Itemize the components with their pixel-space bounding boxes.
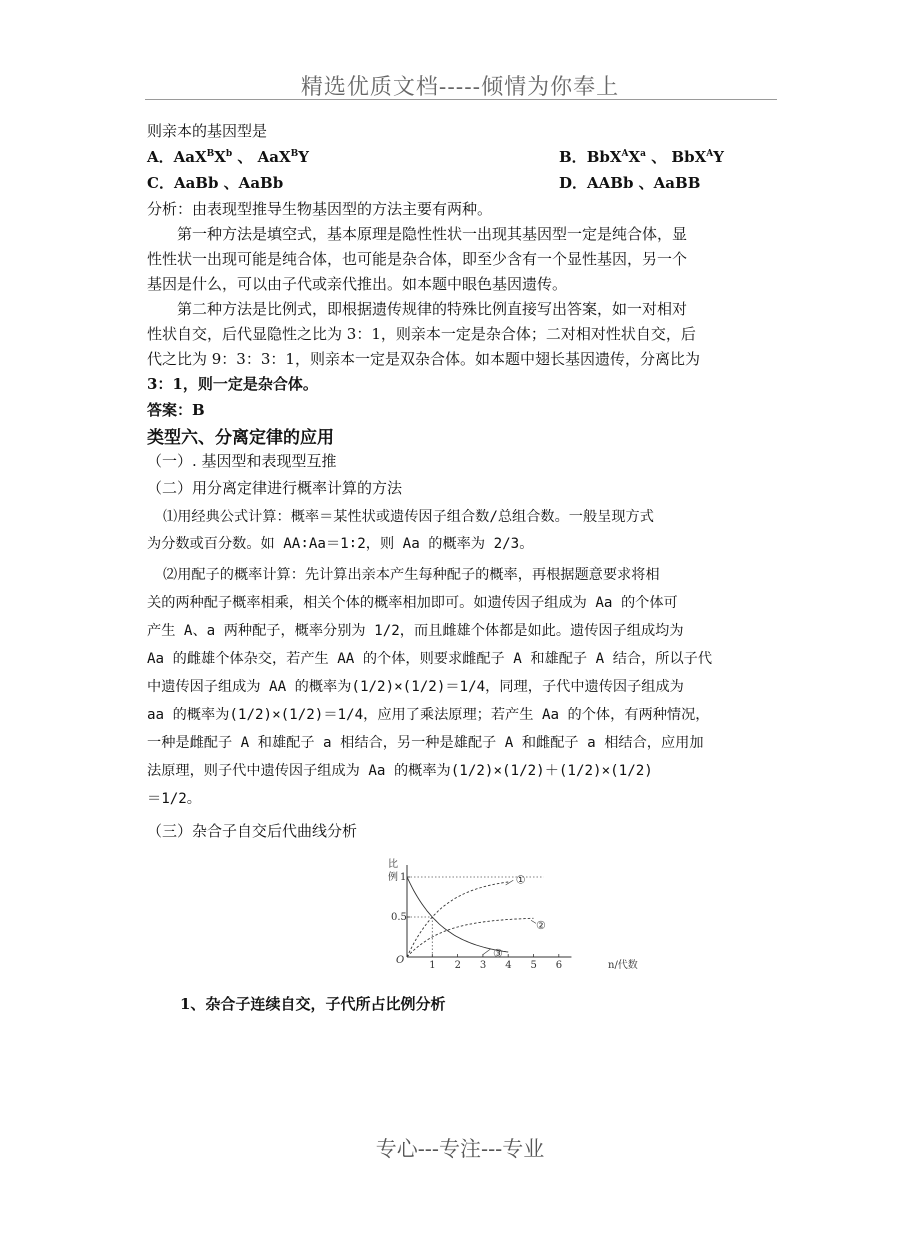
- answer: 答案：B: [147, 401, 205, 419]
- x-tick-label: 3: [479, 960, 487, 971]
- method-gamete-line: aa 的概率为(1/2)×(1/2)＝1/4，应用了乘法原理；若产生 Aa 的个体，有两种情况，: [147, 707, 710, 723]
- method-gamete-line: Aa 的雌雄个体杂交，若产生 AA 的个体，则要求雌配子 A 和雄配子 A 结合，所以子代: [147, 651, 713, 667]
- method-gamete-line: ＝1/2。: [147, 791, 201, 807]
- analysis-method1-line: 基因是什么，可以由子代或亲代推出。如本题中眼色基因遗传。: [147, 275, 568, 293]
- method-gamete-line: 关的两种配子概率相乘，相关个体的概率相加即可。如遗传因子组成为 Aa 的个体可: [147, 595, 678, 611]
- page-header: 精选优质文档-----倾情为你奉上: [300, 75, 620, 100]
- analysis-method2-line: 3：1，则一定是杂合体。: [147, 375, 318, 393]
- y-axis-label: 比: [388, 859, 398, 870]
- x-tick-label: 6: [555, 960, 563, 971]
- heterozygote-selfing-chart: [382, 850, 638, 975]
- x-tick-label: 4: [505, 960, 512, 971]
- x-tick-label: 5: [530, 960, 537, 971]
- x-tick-label: 2: [454, 960, 461, 971]
- y-axis-label: 例: [388, 872, 398, 883]
- analysis-method1-line: 性性状一出现可能是纯合体，也可能是杂合体，即至少含有一个显性基因，另一个: [147, 250, 688, 268]
- analysis-method2-line: 性状自交，后代显隐性之比为 3：1，则亲本一定是杂合体；二对相对性状自交，后: [147, 325, 696, 343]
- method-formula-line: ⑴用经典公式计算：概率＝某性状或遗传因子组合数/总组合数。一般呈现方式: [163, 509, 654, 525]
- origin-label: O: [396, 955, 405, 966]
- analysis-intro: 分析：由表现型推导生物基因型的方法主要有两种。: [147, 200, 493, 218]
- subsection-3: （三）杂合子自交后代曲线分析: [147, 822, 358, 840]
- method-gamete-line: 一种是雌配子 A 和雄配子 a 相结合，另一种是雄配子 A 和雌配子 a 相结合，应用加: [147, 735, 704, 751]
- analysis-method2-line: 代之比为 9：3：3：1，则亲本一定是双杂合体。如本题中翅长基因遗传，分离比为: [147, 350, 700, 368]
- option-row-ab: [147, 146, 724, 167]
- series-leader: [483, 949, 491, 955]
- page-footer: 专心---专注---专业: [375, 1137, 545, 1161]
- option-a: A．$AaX^BX^b$ 、 AaX$^B$Y: [147, 148, 309, 166]
- method-formula-line: 为分数或百分数。如 AA∶Aa＝1∶2，则 Aa 的概率为 2/3。: [147, 536, 534, 552]
- series-label-3: ③: [493, 947, 503, 960]
- option-b: B．$BbX^AX^a$ 、 BbX$^A$Y: [559, 148, 724, 166]
- series-label-1: ①: [515, 873, 526, 887]
- method-gamete-line: 产生 A、a 两种配子，概率分别为 1/2，而且雌雄个体都是如此。遗传因子组成均为: [147, 623, 684, 639]
- question-prompt: 则亲本的基因型是: [147, 122, 268, 140]
- item-1: 1、杂合子连续自交，子代所占比例分析: [180, 995, 446, 1013]
- y-tick-label: 1: [400, 872, 407, 883]
- analysis-method1-line: 第一种方法是填空式，基本原理是隐性性状一出现其基因型一定是纯合体，显: [177, 225, 688, 243]
- x-axis-label: n/代数: [608, 960, 638, 971]
- section-title: 类型六、分离定律的应用: [147, 428, 334, 448]
- option-d: D．AABb 、AaBB: [559, 174, 701, 192]
- method-gamete-line: ⑵用配子的概率计算：先计算出亲本产生每种配子的概率，再根据题意要求将相: [163, 567, 660, 583]
- y-tick-label: 0.5: [391, 912, 407, 923]
- subsection-1: （一）. 基因型和表现型互推: [147, 452, 337, 470]
- option-c: C．AaBb 、AaBb: [147, 174, 284, 192]
- header-rule: [145, 99, 777, 100]
- series-line-3: [407, 877, 508, 952]
- subsection-2: （二）用分离定律进行概率计算的方法: [147, 479, 403, 497]
- series-label-2: ②: [536, 919, 546, 932]
- method-gamete-line: 中遗传因子组成为 AA 的概率为(1/2)×(1/2)＝1/4，同理，子代中遗传因子组成为: [147, 679, 684, 695]
- x-tick-label: 1: [429, 960, 436, 971]
- method-gamete-line: 法原理，则子代中遗传因子组成为 Aa 的概率为(1/2)×(1/2)＋(1/2)×(1/2): [147, 763, 653, 779]
- analysis-method2-line: 第二种方法是比例式，即根据遗传规律的特殊比例直接写出答案，如一对相对: [177, 300, 688, 318]
- option-row-cd: [147, 172, 701, 193]
- series-line-1: [407, 882, 508, 957]
